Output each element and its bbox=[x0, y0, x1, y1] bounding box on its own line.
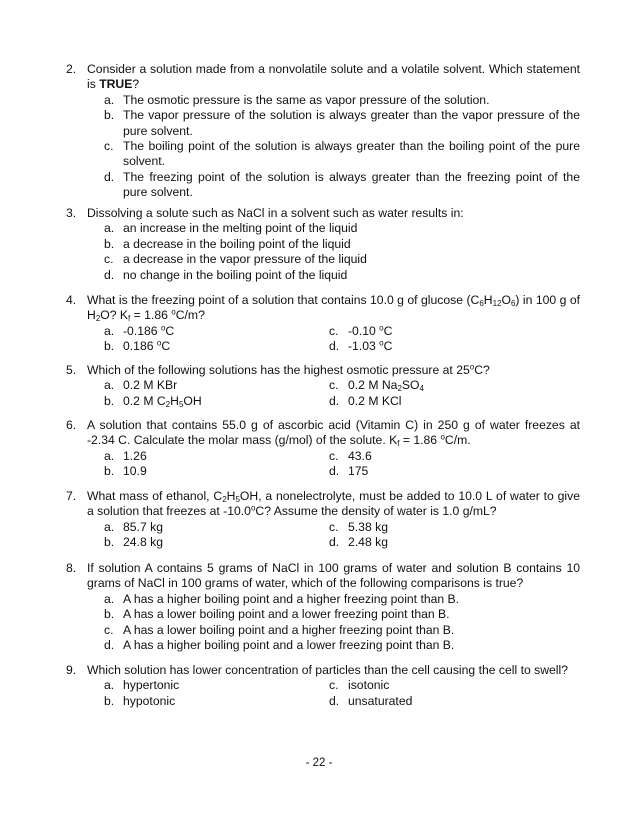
option-b: b. 24.8 kg bbox=[104, 535, 163, 550]
option-c: c. 0.2 M $Na_2SO_4$ bbox=[329, 378, 424, 394]
option-row bbox=[104, 694, 580, 709]
option-row bbox=[104, 324, 580, 339]
answer-options bbox=[104, 93, 580, 201]
option-d: d. 0.2 M KCl bbox=[329, 393, 402, 408]
answer-options bbox=[104, 449, 580, 480]
option-a: a. The osmotic pressure is the same as vapor pressure of the solution. bbox=[104, 92, 490, 107]
question-3-stem: 3. Dissolving a solute such as NaCl in a solvent such as water results in: bbox=[66, 206, 464, 220]
option-b: b. 0.186 $^o$C bbox=[104, 338, 171, 354]
question-8-stem: 8. If solution A contains 5 grams of NaCl in 100 grams of water and solution B contains 10 grams of NaCl in 100 grams of water, which of the following comparisons is true? bbox=[66, 561, 580, 591]
option-row bbox=[104, 535, 580, 550]
question-6-stem: 6. A solution that contains 55.0 g of ascorbic acid (Vitamin C) in 250 g of water freezes at -2.34 C. Calculate the molar mass (g/mol) of the solute. $K_f = 1.86$ $^o$C/m. bbox=[66, 418, 580, 449]
option-c: c. -0.10 $^o$C bbox=[329, 323, 393, 338]
option-a: a. A has a higher boiling point and a higher freezing point than B. bbox=[104, 591, 460, 606]
question-number: 4. bbox=[66, 293, 77, 307]
question-number: 2. bbox=[66, 62, 77, 76]
option-d: d. no change in the boiling point of the liquid bbox=[104, 267, 348, 282]
option-c: c. The boiling point of the solution is always greater than the boiling point of the pure solvent. bbox=[104, 139, 580, 169]
option-row bbox=[104, 339, 580, 354]
option-a: a. -0.186 $^o$C bbox=[104, 323, 175, 338]
option-c: c. 5.38 kg bbox=[329, 519, 388, 534]
question-number: 6. bbox=[66, 418, 77, 432]
page-number: - 22 - bbox=[305, 757, 333, 769]
answer-options bbox=[104, 324, 580, 355]
option-d: d. 2.48 kg bbox=[329, 535, 388, 550]
question-5-stem: 5. Which of the following solutions has the highest osmotic pressure at 25$^o$C? bbox=[66, 362, 490, 377]
option-c: c. isotonic bbox=[329, 678, 390, 693]
option-b: b. The vapor pressure of the solution is always greater than the vapor pressure of the pure solvent. bbox=[104, 108, 580, 138]
option-b: b. 0.2 M $C_2H_5OH$ bbox=[104, 393, 202, 409]
question-number: 3. bbox=[66, 206, 77, 220]
option-a: a. 85.7 kg bbox=[104, 519, 163, 534]
option-b: b. hypotonic bbox=[104, 693, 176, 708]
option-a: a. an increase in the melting point of the liquid bbox=[104, 221, 358, 236]
option-row bbox=[104, 520, 580, 535]
option-row bbox=[104, 378, 580, 393]
question-7 bbox=[66, 489, 580, 551]
question-9 bbox=[66, 663, 580, 709]
option-b: b. 10.9 bbox=[104, 464, 147, 479]
question-4-stem: 4. What is the freezing point of a solution that contains 10.0 g of glucose $(C_6H_{12}O_6)$ in 100 g of $H_2O$? $K_f = 1.86$ $^o$C/m? bbox=[66, 293, 580, 324]
option-row bbox=[104, 394, 580, 409]
question-9-stem: 9. Which solution has lower concentration of particles than the cell causing the cell to swell? bbox=[66, 663, 568, 677]
question-number: 9. bbox=[66, 663, 77, 677]
option-a: a. 1.26 bbox=[104, 448, 147, 463]
question-6 bbox=[66, 418, 580, 480]
option-c: c. a decrease in the vapor pressure of the liquid bbox=[104, 252, 367, 267]
option-a: a. hypertonic bbox=[104, 678, 180, 693]
option-d: d. -1.03 $^o$C bbox=[329, 338, 393, 354]
option-a: a. 0.2 M KBr bbox=[104, 378, 178, 393]
answer-options bbox=[104, 520, 580, 551]
option-d: d. A has a higher boiling point and a lower freezing point than B. bbox=[104, 638, 455, 653]
question-5 bbox=[66, 363, 580, 409]
option-d: d. The freezing point of the solution is always greater than the freezing point of the pure solvent. bbox=[104, 169, 580, 200]
question-7-stem: 7. What mass of ethanol, $C_2H_5OH$, a nonelectrolyte, must be added to 10.0 L of water to give a solution that freezes at -10.0$^o$C? Assume the density of water is 1.0 g/mL? bbox=[66, 489, 580, 519]
question-3 bbox=[66, 206, 580, 283]
question-2-stem: 2. Consider a solution made from a nonvolatile solute and a volatile solvent. Which statement is TRUE? bbox=[66, 62, 580, 92]
answer-options bbox=[104, 592, 580, 654]
answer-options bbox=[104, 221, 580, 283]
answer-options bbox=[104, 678, 580, 709]
emphasis-true: TRUE bbox=[99, 77, 133, 92]
option-d: d. unsaturated bbox=[329, 693, 413, 708]
option-b: b. a decrease in the boiling point of the liquid bbox=[104, 236, 351, 251]
option-row bbox=[104, 464, 580, 479]
option-row bbox=[104, 678, 580, 693]
question-4 bbox=[66, 293, 580, 355]
question-8 bbox=[66, 561, 580, 653]
option-c: c. A has a lower boiling point and a higher freezing point than B. bbox=[104, 622, 455, 637]
question-number: 5. bbox=[66, 363, 77, 377]
answer-options bbox=[104, 378, 580, 409]
option-row bbox=[104, 449, 580, 464]
option-c: c. 43.6 bbox=[329, 448, 372, 463]
question-number: 8. bbox=[66, 561, 77, 575]
option-b: b. A has a lower boiling point and a lower freezing point than B. bbox=[104, 607, 450, 622]
question-number: 7. bbox=[66, 489, 77, 503]
question-2 bbox=[66, 62, 580, 201]
option-d: d. 175 bbox=[329, 464, 369, 479]
